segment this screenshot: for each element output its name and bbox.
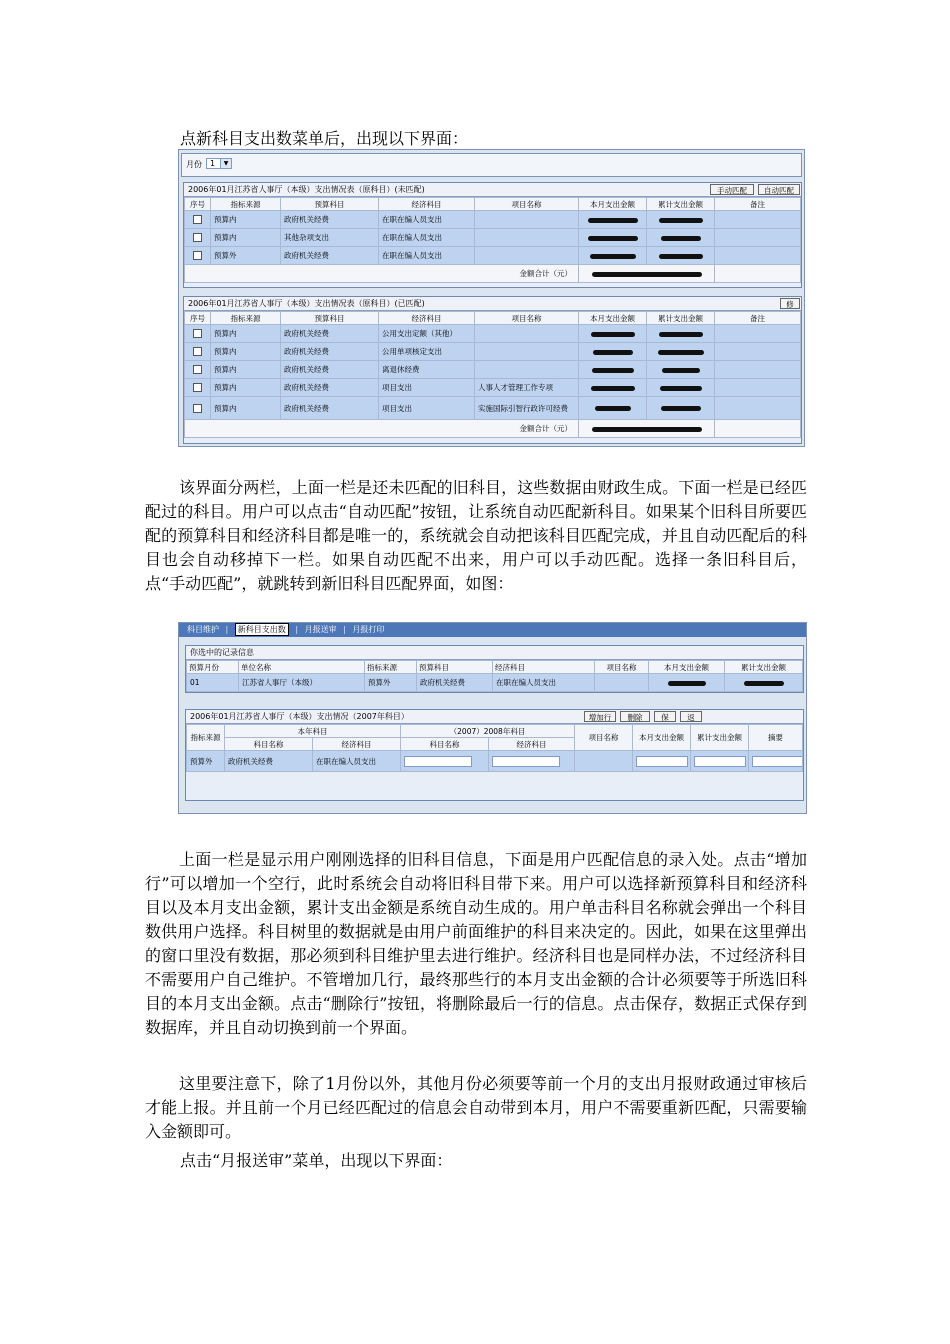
col-header: 经济科目 [379, 198, 475, 211]
col-header: 项目名称 [475, 198, 579, 211]
row-checkbox[interactable] [193, 215, 202, 224]
redacted-amount [661, 236, 701, 241]
nav-separator: | [225, 625, 229, 634]
cell-project [475, 211, 579, 229]
top-nav [179, 623, 806, 637]
cell-budget: 政府机关经费 [281, 211, 379, 229]
unmatched-title: 2006年01月江苏省人事厅（本级）支出情况表（原科目）(未匹配) [184, 183, 801, 197]
group-header-old: 本年科目 [225, 725, 401, 738]
nav-item-monthly-submit[interactable]: 月报送审 [304, 625, 337, 634]
col-header: 指标来源 [365, 661, 417, 674]
redacted-amount [659, 332, 703, 337]
redacted-amount [591, 332, 635, 337]
cell-econ: 项目支出 [379, 379, 475, 397]
cell-econ: 公用支出定额（其他） [379, 325, 475, 343]
row-checkbox[interactable] [193, 383, 202, 392]
redacted-amount [744, 681, 784, 686]
table-row[interactable] [185, 379, 801, 397]
table-header-row [185, 312, 801, 325]
cell-project: 人事人才管理工作专项 [475, 379, 579, 397]
redacted-amount [659, 254, 703, 259]
col-header-old-econ: 经济科目 [313, 738, 401, 751]
nav-separator: | [343, 625, 346, 634]
cell-budget: 政府机关经费 [281, 247, 379, 265]
col-header: 本月支出金额 [579, 312, 647, 325]
col-header: 指标来源 [211, 312, 281, 325]
cell-source: 预算内 [211, 325, 281, 343]
col-header: 项目名称 [475, 312, 579, 325]
cell-econ: 离退休经费 [379, 361, 475, 379]
redacted-amount [588, 218, 638, 223]
table-row[interactable] [185, 229, 801, 247]
col-header-old-name: 科目名称 [225, 738, 313, 751]
redacted-amount [595, 406, 631, 411]
table-header-row [187, 661, 803, 674]
match-entry-table [186, 724, 803, 772]
col-header: 累计支出金额 [647, 312, 715, 325]
group-header-new: （2007）2008年科目 [401, 725, 575, 738]
cell-source: 预算内 [211, 229, 281, 247]
col-header-new-name: 科目名称 [401, 738, 489, 751]
delete-row-button[interactable]: 删除 [620, 711, 650, 722]
col-header: 经济科目 [493, 661, 595, 674]
col-header: 本月支出金额 [649, 661, 725, 674]
col-header: 序号 [185, 312, 211, 325]
redacted-amount [590, 254, 636, 259]
cell-budget: 其他杂项支出 [281, 229, 379, 247]
cell-old-name: 政府机关经费 [225, 751, 313, 772]
col-header: 预算科目 [417, 661, 493, 674]
cell-budget: 政府机关经费 [281, 379, 379, 397]
total-label: 金额合计（元） [185, 420, 579, 438]
cell-project: 实施国际引智行政许可经费 [475, 397, 579, 420]
col-header: 指标来源 [211, 198, 281, 211]
cell-source: 预算外 [365, 674, 417, 692]
cell-source: 预算外 [211, 247, 281, 265]
back-button[interactable]: 返 [680, 711, 702, 722]
table-row [187, 751, 803, 772]
cum-amount-input[interactable] [694, 756, 746, 767]
new-econ-subject-input[interactable] [492, 756, 560, 767]
matched-table [184, 311, 801, 438]
nav-item-new-subject-expense[interactable]: 新科目支出数 [235, 623, 289, 636]
redacted-amount [592, 427, 702, 432]
redacted-amount [592, 272, 702, 277]
cell-project [475, 361, 579, 379]
cell-project [595, 674, 649, 692]
redacted-amount [593, 350, 633, 355]
redacted-amount [662, 368, 700, 373]
redacted-amount [592, 368, 634, 373]
col-header: 预算科目 [281, 198, 379, 211]
cell-source: 预算内 [211, 211, 281, 229]
col-header-cum-amount: 累计支出金额 [691, 725, 749, 751]
nav-item-subject-maintain[interactable]: 科目维护 [187, 625, 219, 634]
cell-econ: 在职在编人员支出 [379, 211, 475, 229]
save-button[interactable]: 保 [654, 711, 676, 722]
paragraph-4: 这里要注意下，除了1月份以外，其他月份必须要等前一个月的支出月报财政通过审核后才能上报。并且前一个月已经匹配过的信息会自动带到本月，用户不需要重新匹配，只需要输入金额即可。 [145, 1074, 807, 1141]
screenshot-match-form [178, 622, 807, 814]
chevron-down-icon: ▼ [220, 159, 231, 168]
cell-econ: 在职在编人员支出 [379, 229, 475, 247]
nav-separator: | [295, 625, 299, 634]
cell-old-econ: 在职在编人员支出 [313, 751, 401, 772]
month-bar [181, 153, 802, 177]
total-row [185, 420, 801, 438]
cell-budget: 政府机关经费 [281, 397, 379, 420]
add-row-button[interactable]: 增加行 [584, 711, 616, 722]
redacted-amount [659, 218, 703, 223]
total-row [185, 265, 801, 283]
cell-source: 预算内 [211, 361, 281, 379]
table-row[interactable] [185, 247, 801, 265]
redacted-amount [588, 236, 638, 241]
col-header-note: 摘要 [749, 725, 803, 751]
redacted-amount [660, 386, 702, 391]
cell-budget: 政府机关经费 [417, 674, 493, 692]
nav-item-monthly-print[interactable]: 月报打印 [352, 625, 385, 634]
col-header: 备注 [715, 312, 801, 325]
selected-record-panel [185, 645, 804, 693]
cell-project [475, 343, 579, 361]
cell-source: 预算内 [211, 397, 281, 420]
unmatched-panel [183, 182, 802, 288]
month-value: 1 [210, 159, 216, 168]
col-header: 本月支出金额 [579, 198, 647, 211]
caption-1: 点新科目支出数菜单后，出现以下界面： [180, 129, 469, 148]
month-amount-input[interactable] [636, 756, 688, 767]
screenshot-subject-list [178, 149, 805, 447]
cell-budget: 政府机关经费 [281, 343, 379, 361]
table-row[interactable] [185, 361, 801, 379]
selected-record-title: 你选中的记录信息 [186, 646, 803, 660]
manual-match-button[interactable]: 手动匹配 [710, 184, 754, 195]
row-checkbox[interactable] [193, 329, 202, 338]
redacted-amount [591, 386, 635, 391]
row-checkbox[interactable] [193, 404, 202, 413]
cell-econ: 公用单项核定支出 [379, 343, 475, 361]
col-header-new-econ: 经济科目 [489, 738, 575, 751]
col-header: 备注 [715, 198, 801, 211]
total-label: 金额合计（元） [185, 265, 579, 283]
redacted-amount [668, 681, 706, 686]
table-row[interactable] [185, 211, 801, 229]
paragraph-2: 该界面分两栏，上面一栏是还未匹配的旧科目，这些数据由财政生成。下面一栏是已经匹配过的科目。用户可以点击“自动匹配”按钮，让系统自动匹配新科目。如果某个旧科目所要匹配的预算科目和经济科目都是唯一的，系统就会自动把该科目匹配完成，并且自动匹配后的科目也会自动移掉下一栏。如果自动匹配不出来，用户可以手动匹配。选择一条旧科目后，点“手动匹配”，就跳转到新旧科目匹配界面，如图： [145, 478, 807, 593]
col-header-source: 指标来源 [187, 725, 225, 751]
redacted-amount [658, 350, 704, 355]
row-checkbox[interactable] [193, 233, 202, 242]
col-header: 累计支出金额 [647, 198, 715, 211]
row-checkbox[interactable] [193, 251, 202, 260]
cell-project [475, 247, 579, 265]
paragraph-3: 上面一栏是显示用户刚刚选择的旧科目信息，下面是用户匹配信息的录入处。点击“增加行”可以增加一个空行，此时系统会自动将旧科目带下来。用户可以选择新预算科目和经济科目以及本月支出金额，累计支出金额是系统自动生成的。用户单击科目名称就会弹出一个科目数供用户选择。科目树里的数据就是由用户前面维护的科目来决定的。因此，如果在这里弹出的窗口里没有数据，那必须到科目维护里去进行维护。经济科目也是同样办法，不过经济科目不需要用户自己维护。不管增加几行，最终那些行的本月支出金额的合计必须要等于所选旧科目的本月支出金额。点击“删除行”按钮，将删除最后一行的信息。点击保存，数据正式保存到数据库，并且自动切换到前一个界面。 [145, 850, 807, 1037]
caption-5: 点击“月报送审”菜单，出现以下界面： [180, 1151, 453, 1170]
matched-title: 2006年01月江苏省人事厅（本级）支出情况表（原科目）(已匹配) [184, 297, 801, 311]
cell-project [475, 229, 579, 247]
cell-month: 01 [187, 674, 239, 692]
cell-econ: 项目支出 [379, 397, 475, 420]
col-header: 单位名称 [239, 661, 365, 674]
row-checkbox[interactable] [193, 365, 202, 374]
redacted-amount [661, 406, 701, 411]
table-row[interactable] [185, 397, 801, 420]
new-subject-name-input[interactable] [404, 756, 472, 767]
match-entry-panel [185, 709, 804, 801]
match-entry-title: 2006年01月江苏省人事厅（本级）支出情况（2007年科目） [186, 710, 803, 724]
cell-econ: 在职在编人员支出 [493, 674, 595, 692]
cell-budget: 政府机关经费 [281, 361, 379, 379]
col-header: 累计支出金额 [725, 661, 803, 674]
modify-button[interactable]: 修 [780, 298, 800, 309]
month-label: 月份 [186, 160, 202, 169]
col-header: 预算月份 [187, 661, 239, 674]
matched-panel [183, 296, 802, 444]
table-header-row [187, 725, 803, 738]
cell-source: 预算内 [211, 343, 281, 361]
table-row[interactable] [185, 325, 801, 343]
col-header: 经济科目 [379, 312, 475, 325]
month-select[interactable] [206, 158, 232, 169]
table-row [187, 674, 803, 692]
unmatched-table [184, 197, 801, 283]
col-header: 预算科目 [281, 312, 379, 325]
col-header: 项目名称 [595, 661, 649, 674]
cell-unit: 江苏省人事厅（本级） [239, 674, 365, 692]
cell-project [475, 325, 579, 343]
cell-source: 预算内 [211, 379, 281, 397]
cell-econ: 在职在编人员支出 [379, 247, 475, 265]
note-input[interactable] [752, 756, 803, 767]
col-header: 序号 [185, 198, 211, 211]
col-header-month-amount: 本月支出金额 [633, 725, 691, 751]
row-checkbox[interactable] [193, 347, 202, 356]
selected-record-table [186, 660, 803, 692]
col-header-project: 项目名称 [575, 725, 633, 751]
table-row[interactable] [185, 343, 801, 361]
cell-budget: 政府机关经费 [281, 325, 379, 343]
table-header-row [185, 198, 801, 211]
auto-match-button[interactable]: 自动匹配 [758, 184, 800, 195]
cell-source: 预算外 [187, 751, 225, 772]
